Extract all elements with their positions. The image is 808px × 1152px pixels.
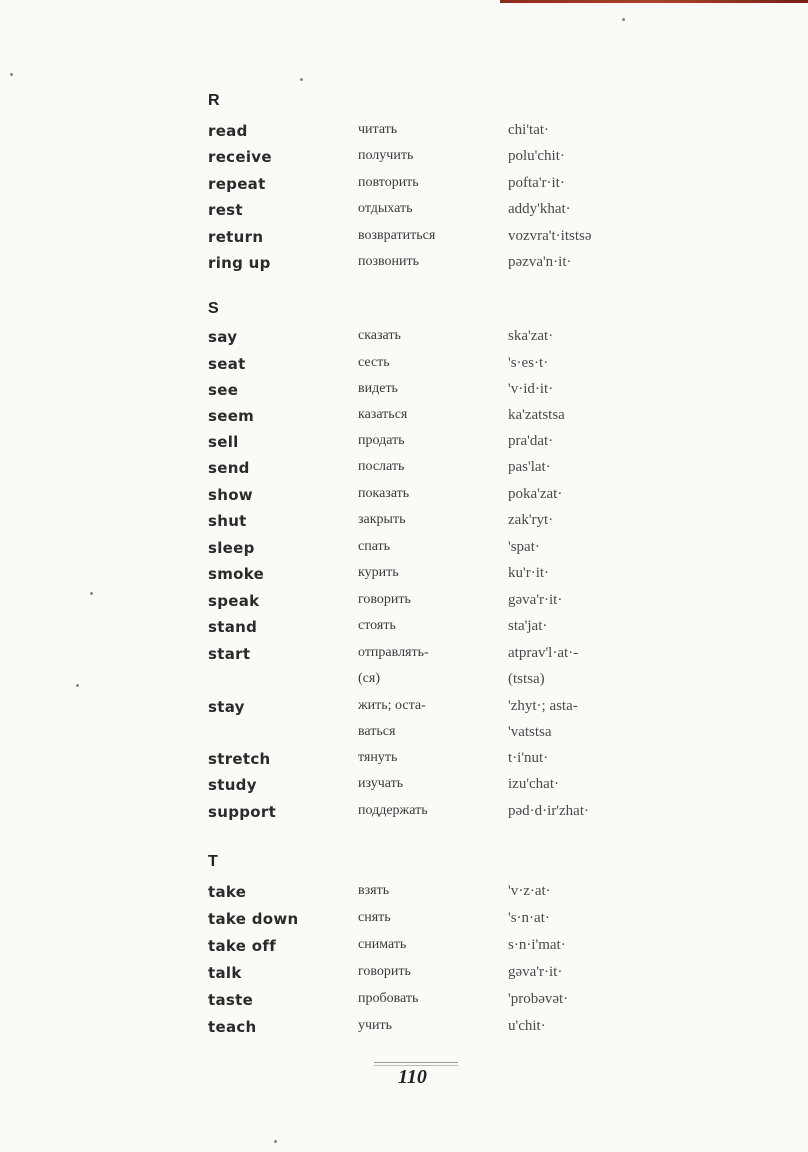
transliteration: gəva'r·it· [508, 592, 563, 608]
glossary-entry [0, 148, 808, 174]
english-word: say [208, 328, 238, 346]
glossary-entry [0, 964, 808, 990]
english-word: talk [208, 964, 242, 982]
russian-word: послать [358, 459, 405, 474]
glossary-entry [0, 883, 808, 909]
glossary-entry [0, 645, 808, 671]
glossary-entry [0, 486, 808, 512]
glossary-entry [0, 618, 808, 644]
glossary-entry [0, 433, 808, 459]
transliteration: 'zhyt·; asta- [508, 698, 578, 714]
english-word: show [208, 486, 253, 504]
transliteration: 'probəvət· [508, 991, 569, 1007]
transliteration: t·i'nut· [508, 750, 549, 766]
russian-word: возвратиться [358, 228, 436, 243]
english-word: ring up [208, 254, 271, 272]
transliteration: s·n·i'mat· [508, 937, 566, 953]
russian-word: сказать [358, 328, 401, 343]
english-word: teach [208, 1018, 257, 1036]
glossary-entry [0, 201, 808, 227]
russian-word: читать [358, 122, 398, 137]
russian-word: позвонить [358, 254, 420, 269]
russian-word: говорить [358, 964, 411, 979]
russian-word: показать [358, 486, 410, 501]
transliteration: chi'tat· [508, 122, 550, 138]
russian-word: закрыть [358, 512, 406, 527]
transliteration: (tstsa) [508, 671, 545, 687]
russian-word: казаться [358, 407, 408, 422]
russian-word: учить [358, 1018, 393, 1033]
russian-word: (ся) [358, 671, 380, 686]
english-word: sleep [208, 539, 255, 557]
russian-word: получить [358, 148, 414, 163]
transliteration: pas'lat· [508, 459, 551, 475]
russian-word: изучать [358, 776, 404, 791]
english-word: seem [208, 407, 255, 425]
glossary-entry [0, 355, 808, 381]
russian-word: сесть [358, 355, 390, 370]
english-word: send [208, 459, 250, 477]
transliteration: izu'chat· [508, 776, 560, 792]
transliteration: 'spat· [508, 539, 540, 555]
transliteration: poka'zat· [508, 486, 563, 502]
english-word: stretch [208, 750, 271, 768]
glossary-entry [0, 724, 808, 750]
russian-word: повторить [358, 175, 419, 190]
english-word: study [208, 776, 257, 794]
glossary-entry [0, 407, 808, 433]
russian-word: спать [358, 539, 391, 554]
russian-word: поддержать [358, 803, 428, 818]
english-word: taste [208, 991, 254, 1009]
section-letter: T [208, 853, 218, 870]
transliteration: ka'zatstsa [508, 407, 565, 423]
english-word: seat [208, 355, 246, 373]
glossary-entry [0, 750, 808, 776]
glossary-entry [0, 122, 808, 148]
russian-word: курить [358, 565, 399, 580]
russian-word: видеть [358, 381, 398, 396]
glossary-entry [0, 698, 808, 724]
transliteration: polu'chit· [508, 148, 565, 164]
transliteration: zak'ryt· [508, 512, 554, 528]
transliteration: 'vatstsa [508, 724, 552, 740]
transliteration: pofta'r·it· [508, 175, 565, 191]
russian-word: стоять [358, 618, 396, 633]
transliteration: ska'zat· [508, 328, 554, 344]
russian-word: продать [358, 433, 405, 448]
glossary-entry [0, 776, 808, 802]
russian-word: говорить [358, 592, 411, 607]
glossary-entry [0, 803, 808, 829]
english-word: speak [208, 592, 260, 610]
english-word: repeat [208, 175, 266, 193]
english-word: rest [208, 201, 243, 219]
transliteration: 'v·id·it· [508, 381, 554, 397]
transliteration: u'chit· [508, 1018, 546, 1034]
english-word: read [208, 122, 248, 140]
english-word: smoke [208, 565, 265, 583]
glossary-entry [0, 592, 808, 618]
glossary-entry [0, 671, 808, 697]
transliteration: gəva'r·it· [508, 964, 563, 980]
transliteration: ku'r·it· [508, 565, 550, 581]
glossary-entry [0, 937, 808, 963]
english-word: shut [208, 512, 247, 530]
section-letter: S [208, 300, 219, 317]
english-word: return [208, 228, 264, 246]
english-word: stay [208, 698, 245, 716]
glossary-entry [0, 254, 808, 280]
english-word: start [208, 645, 251, 663]
russian-word: отдыхать [358, 201, 413, 216]
glossary-entry [0, 512, 808, 538]
glossary-entry [0, 910, 808, 936]
transliteration: addy'khat· [508, 201, 571, 217]
russian-word: снять [358, 910, 391, 925]
transliteration: 'v·z·at· [508, 883, 551, 899]
russian-word: тянуть [358, 750, 398, 765]
glossary-entry [0, 459, 808, 485]
section-letter: R [208, 92, 220, 109]
transliteration: 's·es·t· [508, 355, 549, 371]
transliteration: pəd·d·ir'zhat· [508, 803, 589, 819]
page-number: 110 [398, 1066, 427, 1088]
english-word: take down [208, 910, 299, 928]
transliteration: sta'jat· [508, 618, 548, 634]
english-word: support [208, 803, 277, 821]
glossary-entry [0, 228, 808, 254]
russian-word: ваться [358, 724, 396, 739]
glossary-entry [0, 1018, 808, 1044]
russian-word: жить; оста- [358, 698, 426, 713]
transliteration: atprav'l·at·- [508, 645, 579, 661]
english-word: sell [208, 433, 239, 451]
transliteration: pəzva'n·it· [508, 254, 572, 270]
glossary-entry [0, 991, 808, 1017]
english-word: receive [208, 148, 272, 166]
transliteration: 's·n·at· [508, 910, 550, 926]
glossary-entry [0, 175, 808, 201]
english-word: stand [208, 618, 258, 636]
english-word: take off [208, 937, 277, 955]
russian-word: пробовать [358, 991, 419, 1006]
glossary-entry [0, 381, 808, 407]
glossary-entry [0, 539, 808, 565]
glossary-entry [0, 565, 808, 591]
english-word: take [208, 883, 247, 901]
transliteration: vozvra't·itstsə [508, 228, 592, 244]
english-word: see [208, 381, 239, 399]
russian-word: снимать [358, 937, 407, 952]
glossary-entry [0, 328, 808, 354]
russian-word: взять [358, 883, 390, 898]
russian-word: отправлять- [358, 645, 429, 660]
transliteration: pra'dat· [508, 433, 554, 449]
